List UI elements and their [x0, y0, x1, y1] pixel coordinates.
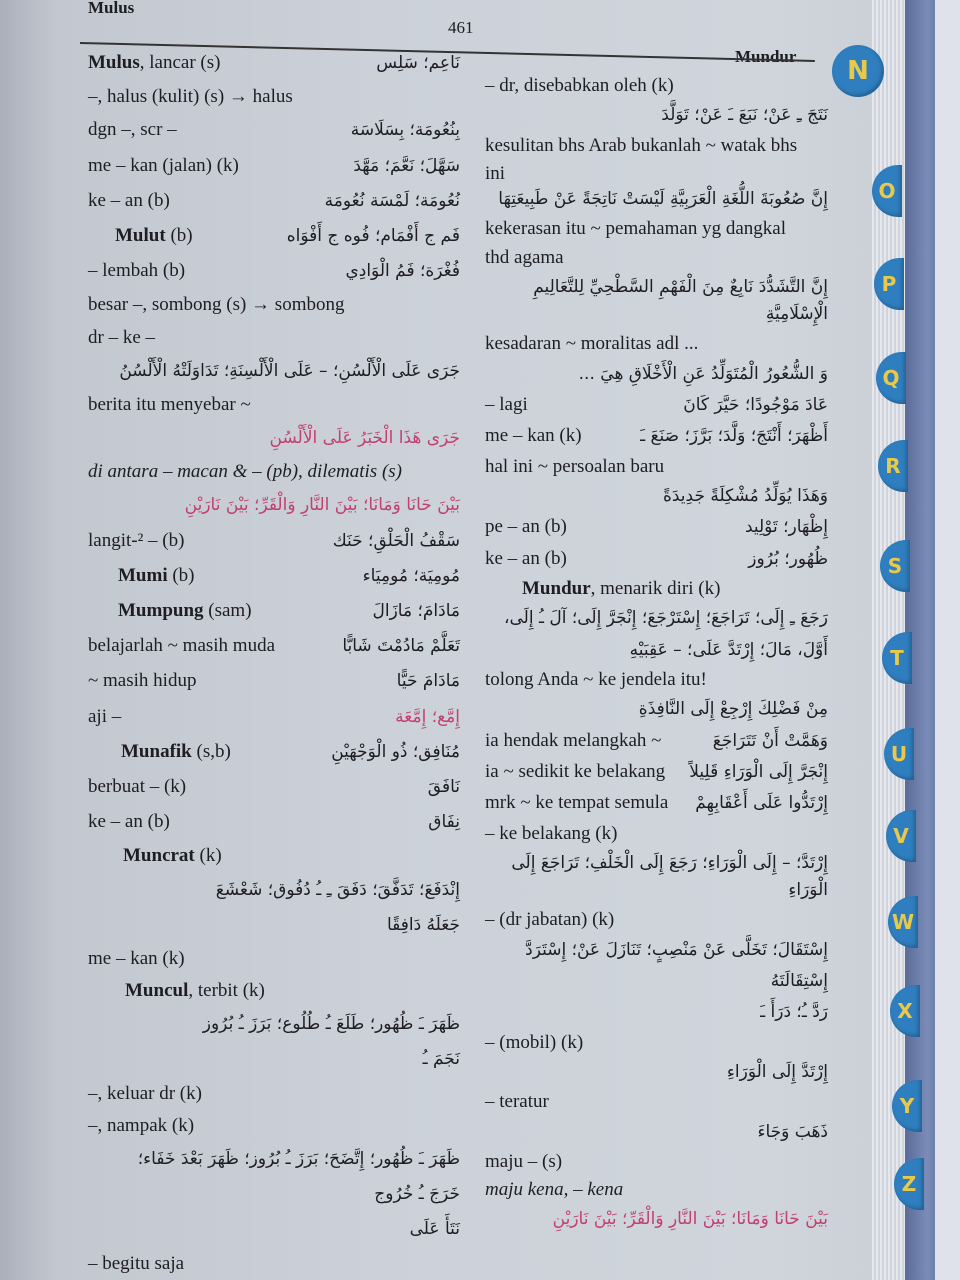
entry-row [88, 774, 460, 801]
entry-text: me – kan (k) [88, 947, 185, 969]
entry-row [485, 74, 828, 98]
entry-row [485, 217, 828, 241]
guide-word-left: Mulus [88, 0, 135, 17]
entry-text: maju kena, – kena [485, 1179, 624, 1201]
entry-row [88, 1082, 460, 1106]
thumb-tab-n[interactable]: N [832, 45, 884, 97]
entry-text: Mulus, lancar (s) [88, 52, 221, 73]
right-column [485, 74, 828, 1234]
entry-row [88, 1252, 460, 1276]
entry-row [485, 514, 828, 541]
entry-text: – (dr jabatan) (k) [485, 909, 615, 931]
arabic-translation: إِنْجَرَّ إِلَى الْوَرَاءِ قَلِيلاً [689, 761, 828, 782]
page-number: 461 [448, 18, 474, 37]
entry-text: besar –, sombong (s) → sombong [88, 294, 345, 316]
entry-row [88, 668, 460, 695]
entry-row [485, 1031, 828, 1055]
entry-row [485, 102, 828, 129]
entry-row [88, 492, 460, 519]
entry-row [88, 293, 460, 317]
entry-row [88, 704, 460, 731]
thumb-tab-z[interactable]: Z [894, 1158, 924, 1210]
entry-text: me – kan (k) [485, 425, 582, 447]
entry-row [88, 979, 460, 1003]
entry-text: Muncul, terbit (k) [125, 980, 265, 1002]
arabic-translation: ظَهَرَ ـَ ظُهُور؛ طَلَعَ ـُ طُلُوع؛ بَرَزَ ـُ بُرُوز [202, 1014, 460, 1035]
arabic-translation: ذَهَبَ وَجَاءَ [757, 1121, 828, 1142]
arabic-translation: وَهَذَا يُوَلِّدُ مُشْكِلَةً جَدِيدَةً [662, 485, 828, 506]
entry-text: – lembah (b) [88, 260, 186, 282]
thumb-tab-r[interactable]: R [878, 440, 908, 492]
thumb-tab-p[interactable]: P [874, 258, 904, 310]
guide-word-right: Mundur [735, 47, 797, 66]
arabic-translation: خَرَجَ ـُ خُرُوج [374, 1184, 460, 1205]
entry-text: –, halus (kulit) (s) → halus [88, 86, 293, 108]
thumb-tab-t[interactable]: T [882, 632, 912, 684]
entry-row [485, 162, 828, 213]
arabic-translation: إِمَّع؛ إِمَّعَة [395, 706, 460, 727]
entry-row [88, 188, 460, 215]
entry-text: ia hendak melangkah ~ [485, 729, 662, 751]
entry-text: berbuat – (k) [88, 775, 187, 797]
entry-text: thd agama [485, 246, 564, 268]
entry-row [88, 117, 460, 144]
arabic-translation: بِنُعُومَة؛ بِسَلَاسَة [350, 120, 460, 141]
entry-row [88, 563, 460, 590]
entry-row [88, 844, 460, 868]
entry-row [88, 1181, 460, 1208]
entry-text: dr – ke – [88, 326, 156, 348]
entry-row [485, 728, 828, 755]
entry-row [88, 912, 460, 939]
headword: Mundur [522, 577, 591, 599]
arabic-translation: إِنْدَفَعَ؛ تَدَفَّقَ؛ دَفَقَ ـِ ـُ دُفُوق؛ شَعْشَعَ [215, 879, 460, 900]
arabic-translation: فَم ج أَفْمَام؛ فُوه ج أَفْوَاه [286, 225, 460, 246]
arabic-translation: تَعَلَّمْ مَادُمْتَ شَابًّا [342, 636, 460, 657]
entry-text: – (mobil) (k) [485, 1031, 584, 1053]
headword: Mumi [118, 564, 168, 586]
headword: Mulut [115, 224, 166, 246]
entry-text: Mulut (b) [115, 224, 193, 246]
entry-row [485, 908, 828, 932]
entry-text: langit-² – (b) [88, 529, 185, 551]
entry-row [485, 1119, 828, 1146]
entry-text: ke – an (b) [485, 547, 567, 569]
entry-text: berita itu menyebar ~ [88, 393, 251, 415]
thumb-tab-v[interactable]: V [886, 810, 916, 862]
arabic-translation: مَادَامَ؛ مَازَالَ [372, 601, 460, 621]
headword: Munafik [121, 740, 192, 762]
thumb-tab-x[interactable]: X [890, 985, 920, 1037]
arabic-translation: إِرْتَدَّ؛ – إِلَى الْوَرَاءِ؛ رَجَعَ إِلَى الْخَلْفِ؛ تَرَاجَعَ إِلَى الْوَرَاءِ [511, 852, 828, 900]
entry-row [485, 1150, 828, 1174]
thumb-tab-y[interactable]: Y [892, 1080, 922, 1132]
thumb-tab-u[interactable]: U [884, 728, 914, 780]
entry-text: ke – an (b) [88, 189, 170, 211]
entry-row [485, 1178, 828, 1202]
arabic-translation: بَيْنَ حَانَا وَمَانَا؛ بَيْنَ النَّارِ وَالْقَرِّ؛ بَيْنَ نَارَيْنِ [552, 1209, 828, 1230]
arabic-translation: نَاعِم؛ سَلِس [376, 53, 460, 73]
entry-row [88, 85, 460, 109]
thumb-tab-w[interactable]: W [888, 896, 918, 948]
entry-row [485, 246, 828, 270]
entry-row [88, 1216, 460, 1243]
entry-text: – teratur [485, 1091, 549, 1113]
book-spine-edge [935, 0, 960, 1280]
entry-text: kekerasan itu ~ pemahaman yg dangkal [485, 218, 786, 240]
entry-text: Mundur, menarik diri (k) [522, 577, 721, 599]
entry-text: kesulitan bhs Arab bukanlah ~ watak bhs [485, 134, 798, 156]
entry-text: me – kan (jalan) (k) [88, 154, 239, 176]
arabic-translation: جَرَى عَلَى الْأَلْسُنِ؛ – عَلَى الْأَلْسِنَةِ؛ تَدَاوَلَتْهُ الْأَلْسُنُ [119, 360, 460, 381]
entry-row [88, 947, 460, 971]
entry-text: –, nampak (k) [88, 1114, 195, 1136]
entry-text: – ke belakang (k) [485, 822, 618, 844]
entry-row [485, 999, 828, 1026]
entry-row [485, 455, 828, 479]
headword: Mumpung [118, 600, 204, 621]
entry-row [88, 633, 460, 660]
entry-text: di antara – macan & – (pb), dilematis (s) [88, 461, 403, 483]
left-column [88, 50, 460, 1276]
entry-row [485, 134, 828, 158]
arabic-translation: سَقْفُ الْحَلْقِ؛ حَنَك [332, 530, 460, 551]
entry-row [485, 546, 828, 573]
entry-row [88, 1146, 460, 1173]
arabic-translation: نَجَمَ ـُ [422, 1049, 460, 1070]
entry-row [88, 1046, 460, 1073]
arabic-translation: مِنْ فَضْلِكَ إِرْجِعْ إِلَى النَّافِذَةِ [638, 699, 828, 720]
arabic-translation: إِسْتَقَالَ؛ تَخَلَّى عَنْ مَنْصِبٍ؛ تَنَازَلَ عَنْ؛ إِسْتَرَدَّ [525, 939, 828, 960]
entry-row [485, 937, 828, 964]
entry-row [88, 50, 460, 77]
entry-row [485, 1059, 828, 1086]
entry-row [485, 759, 828, 786]
entry-row [88, 258, 460, 285]
arabic-translation: نَتَأَ عَلَى [409, 1219, 460, 1240]
entry-row [485, 637, 828, 664]
arabic-translation: إِنَّ صُعُوبَةَ اللُّغَةِ الْعَرَبِيَّةِ لَيْسَتْ نَاتِجَةً عَنْ طَبِيعَتِهَا [498, 188, 828, 209]
arabic-translation: مَادَامَ حَيًّا [396, 671, 460, 692]
entry-text: belajarlah ~ masih muda [88, 635, 276, 657]
entry-row [88, 460, 460, 484]
entry-text: ini [485, 162, 506, 184]
entry-text: – lagi [485, 393, 528, 415]
entry-text: Muncrat (k) [123, 845, 222, 867]
arabic-translation: جَعَلَهُ دَافِقًا [386, 914, 460, 935]
entry-row [88, 877, 460, 904]
entry-row [485, 822, 828, 846]
entry-row [88, 528, 460, 555]
headword: Muncul [125, 980, 189, 1002]
entry-row [485, 668, 828, 692]
thumb-tab-o[interactable]: O [872, 165, 902, 217]
entry-row [485, 274, 828, 328]
arabic-translation: ظُهُور؛ بُرُوز [748, 548, 828, 569]
arabic-translation: إِرْتَدَّ إِلَى الْوَرَاءِ [726, 1061, 828, 1082]
arabic-translation: إِظْهَار؛ تَوْلِيد [744, 517, 828, 538]
entry-row [485, 392, 828, 419]
entry-row [485, 1090, 828, 1114]
arabic-translation: إِنَّ التَّشَدُّدَ نَابِعٌ مِنَ الْفَهْمِ السَّطْحِيِّ لِلتَّعَالِيمِ الْإِسْلَامِيَّةِ [533, 276, 828, 324]
entry-row [485, 423, 828, 450]
arabic-translation: سَهَّلَ؛ نَعَّمَ؛ مَهَّدَ [353, 155, 460, 176]
entry-text: Munafik (s,b) [121, 740, 231, 762]
entry-text: mrk ~ ke tempat semula [485, 792, 669, 814]
entry-row [88, 393, 460, 417]
entry-row [88, 425, 460, 452]
entry-row [88, 326, 460, 350]
entry-text: ia ~ sedikit ke belakang [485, 760, 666, 782]
entry-text: maju – (s) [485, 1150, 563, 1172]
entry-row [88, 809, 460, 836]
entry-text: kesadaran ~ moralitas adl ... [485, 333, 699, 355]
entry-row [88, 223, 460, 250]
entry-row [485, 332, 828, 356]
entry-text: – begitu saja [88, 1252, 185, 1274]
arabic-translation: إِرْتَدُّوا عَلَى أَعْقَابِهِمْ [695, 793, 828, 814]
entry-text: hal ini ~ persoalan baru [485, 455, 665, 477]
arabic-translation: مُومِيَة؛ مُومِيَاء [362, 565, 460, 586]
arabic-translation: إِسْتِقَالَتَهُ [770, 970, 828, 991]
arabic-translation: ظَهَرَ ـَ ظُهُور؛ إِتَّضَحَ؛ بَرَزَ ـُ بُرُوز؛ ظَهَرَ بَعْدَ خَفَاء؛ [137, 1149, 460, 1169]
entry-text: aji – [88, 705, 122, 727]
entry-row [88, 598, 460, 625]
entry-row [485, 790, 828, 817]
arabic-translation: رَدَّ ـُ؛ دَرَأَ ـَ [760, 1002, 828, 1023]
thumb-tab-s[interactable]: S [880, 540, 910, 592]
entry-row [485, 605, 828, 632]
arabic-translation: جَرَى هَذَا الْخَبَرُ عَلَى الْأَلْسُنِ [269, 428, 460, 449]
headword: Muncrat [123, 845, 195, 867]
arabic-translation: وَ الشُّعُورُ الْمُتَوَلِّدُ عَنِ الْأَخْلَاقِ هِيَ ... [578, 363, 828, 384]
entry-row [485, 361, 828, 388]
entry-text: pe – an (b) [485, 516, 567, 538]
arabic-translation: نَافَقَ [427, 776, 460, 797]
entry-row [485, 1206, 828, 1233]
entry-text: Mumpung (sam) [118, 600, 252, 621]
entry-row [485, 483, 828, 510]
entry-row [88, 1011, 460, 1038]
entry-text: dgn –, scr – [88, 119, 177, 141]
entry-row [88, 739, 460, 766]
arabic-translation: نَتَجَ ـِ عَنْ؛ نَبَعَ ـَ عَنْ؛ تَوَلَّدَ [661, 105, 828, 126]
arabic-translation: نِفَاق [428, 812, 460, 833]
thumb-tab-q[interactable]: Q [876, 352, 906, 404]
arabic-translation: فُغْرَة؛ فَمُ الْوَادِي [345, 261, 460, 282]
entry-text: tolong Anda ~ ke jendela itu! [485, 668, 707, 690]
arabic-translation: أَظْهَرَ؛ أَنْتَجَ؛ وَلَّدَ؛ بَرَّزَ؛ صَنَعَ ـَ [640, 426, 828, 447]
arabic-translation: عَادَ مَوْجُودًا؛ حَيَّرَ كَانَ [683, 394, 828, 415]
arabic-translation: مُنَافِق؛ ذُو الْوَجْهَيْنِ [331, 741, 460, 762]
entry-row [485, 968, 828, 995]
entry-text: – dr, disebabkan oleh (k) [485, 75, 674, 96]
entry-row [88, 1114, 460, 1138]
entry-row [88, 153, 460, 180]
headword: Mulus [88, 52, 140, 73]
entry-text: –, keluar dr (k) [88, 1082, 202, 1104]
arabic-translation: نُعُومَة؛ لَمْسَة نُعُومَة [324, 190, 460, 211]
entry-text: ke – an (b) [88, 811, 170, 833]
arabic-translation: أَوَّلَ، مَالَ؛ إِرْتَدَّ عَلَى؛ – عَقِبَيْهِ [629, 639, 828, 660]
entry-row [88, 358, 460, 385]
arabic-translation: وَهَمَّتْ أَنْ تَتَرَاجَعَ [712, 730, 828, 751]
entry-row [485, 577, 828, 601]
arabic-translation: رَجَعَ ـِ إِلَى؛ تَرَاجَعَ؛ إِسْتَرْجَعَ؛ إِنْجَرَّ إِلَى؛ آلَ ـُ إِلَى، [504, 608, 828, 629]
entry-row [485, 850, 828, 904]
entry-row [485, 696, 828, 723]
arabic-translation: بَيْنَ حَانَا وَمَانَا؛ بَيْنَ النَّارِ وَالْقَرِّ؛ بَيْنَ نَارَيْنِ [184, 495, 460, 516]
entry-text: Mumi (b) [118, 564, 195, 586]
entry-text: ~ masih hidup [88, 670, 197, 692]
